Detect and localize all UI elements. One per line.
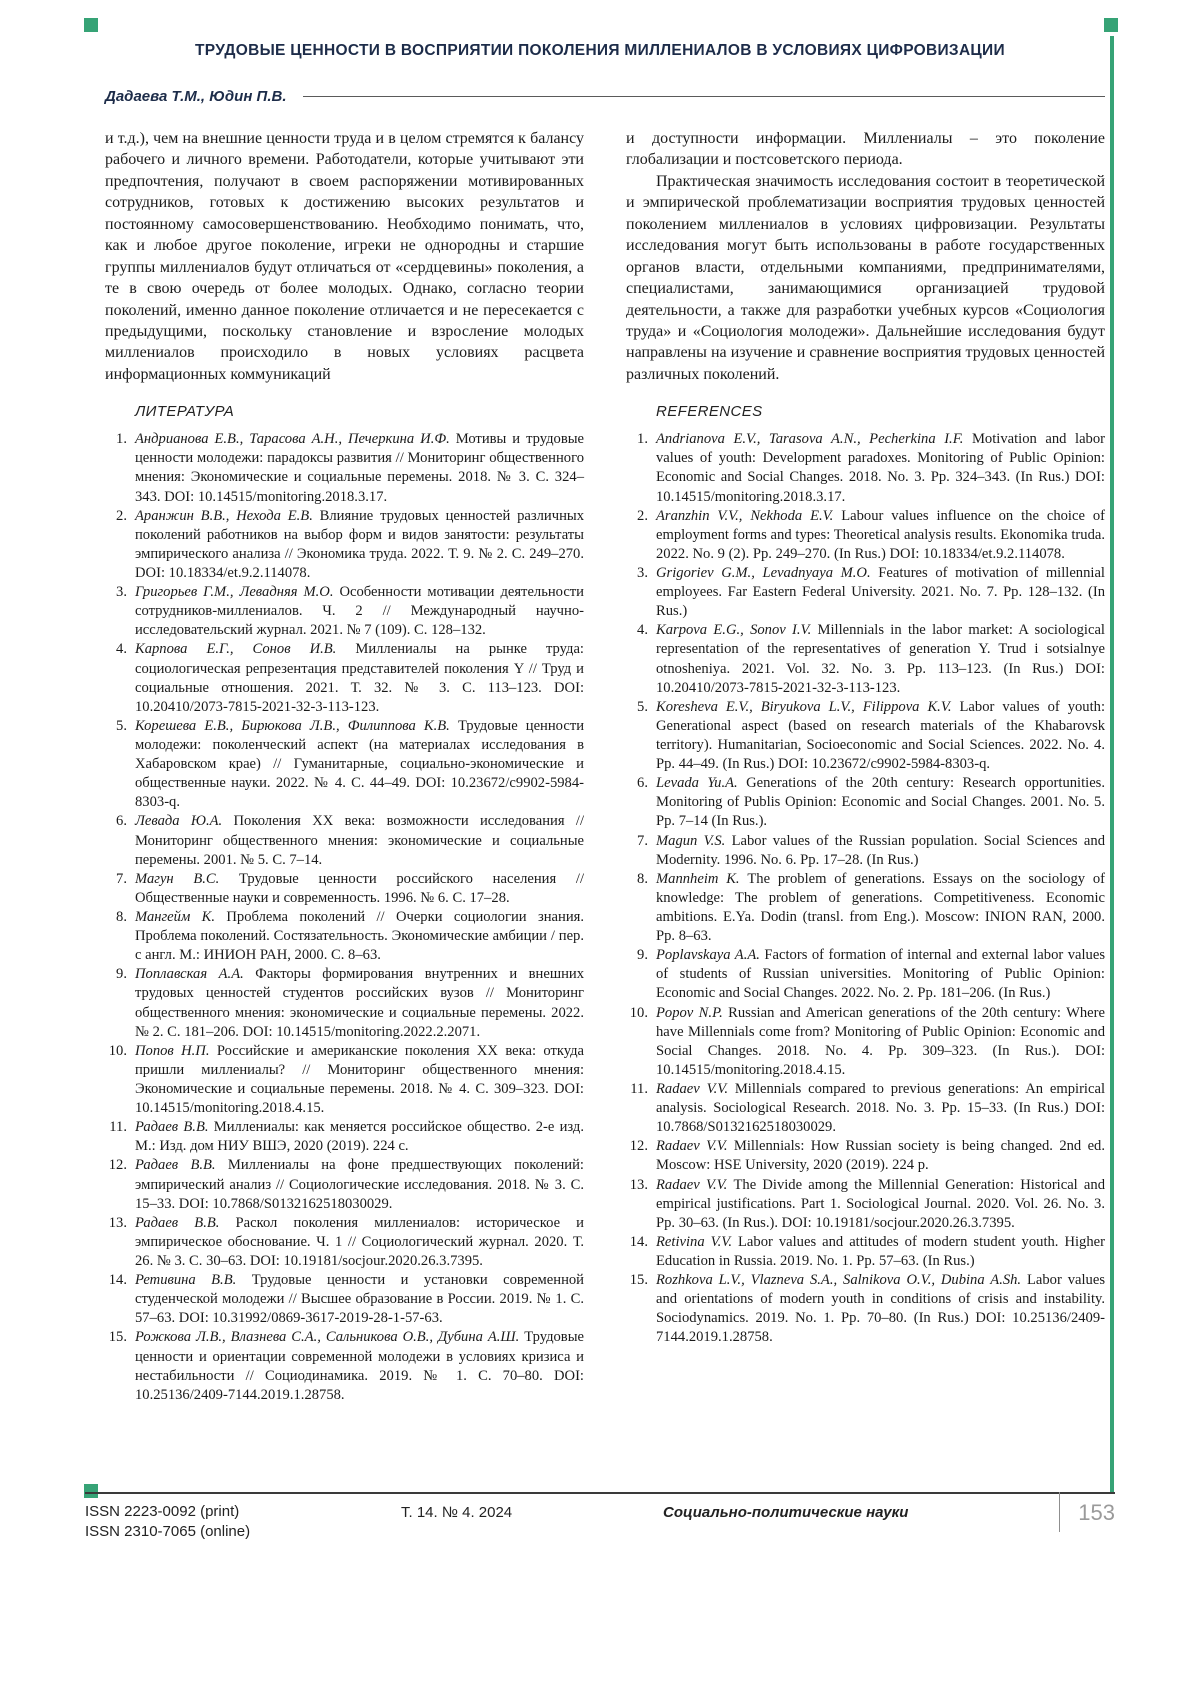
reference-number: 1.	[116, 431, 127, 448]
reference-text: Russian and American generations of the 20th century: Where have Millennials come from? Monitoring of Public Opinion: Economic and Social Changes. 2018. No. 4. Pp. 309–323. (In Rus.). DOI: 10.14515/monitoring.2018.4.15.	[656, 1004, 1105, 1078]
reference-authors: Rozhkova L.V., Vlazneva S.A., Salnikova O.V., Dubina A.Sh.	[656, 1272, 1027, 1289]
reference-item	[105, 1042, 584, 1118]
reference-authors: Магун В.С.	[135, 870, 240, 887]
authors-row	[105, 88, 1105, 105]
reference-authors: Levada Yu.A.	[656, 775, 747, 792]
reference-authors: Радаев В.В.	[135, 1214, 236, 1231]
literature-list	[105, 430, 584, 1405]
reference-item	[105, 1328, 584, 1404]
reference-authors: Попов Н.П.	[135, 1042, 217, 1059]
reference-text: Миллениалы на фоне предшествующих поколений: эмпирический анализ // Социологические исследования. 2018. № 3. С. 15–33. DOI: 10.7868/S0132162518030029.	[135, 1157, 584, 1212]
reference-authors: Ретивина В.В.	[135, 1272, 252, 1289]
reference-item	[626, 1233, 1105, 1271]
reference-item	[105, 908, 584, 965]
reference-item	[105, 1118, 584, 1156]
reference-item	[626, 1176, 1105, 1233]
reference-text: Millennials: How Russian society is being changed. 2nd ed. Moscow: HSE University, 2020 (2019). 224 p.	[656, 1138, 1105, 1174]
body-columns	[105, 128, 1105, 1405]
reference-text: Трудовые ценности российского населения // Общественные науки и современность. 1996. № 6. С. 17–28.	[135, 870, 584, 906]
reference-authors: Григорьев Г.М., Левадняя М.О.	[135, 584, 340, 601]
running-title: ТРУДОВЫЕ ЦЕННОСТИ В ВОСПРИЯТИИ ПОКОЛЕНИЯ МИЛЛЕНИАЛОВ В УСЛОВИЯХ ЦИФРОВИЗАЦИИ	[195, 42, 1005, 59]
reference-item	[105, 812, 584, 869]
footer-separator	[1059, 1492, 1060, 1532]
reference-text: Labor values of youth: Generational aspect (based on research materials of the Khabarovsk territory). Humanitarian, Socioeconomic and Social Sciences. 2022. No. 4. Pp. 44–49. (In Rus.) DOI: 10.23672/c9902-5984-8303-q.	[656, 698, 1106, 773]
issn-block	[85, 1502, 250, 1543]
reference-number: 6.	[637, 775, 648, 792]
authors: Дадаева Т.М., Юдин П.В.	[105, 88, 287, 105]
reference-number: 13.	[629, 1176, 648, 1193]
reference-text: Generations of the 20th century: Research opportunities. Monitoring of Publis Opinion: Economic and Social Changes. 2001. No. 5. Pp. 7–14 (In Rus.).	[656, 775, 1106, 830]
reference-text: Факторы формирования внутренних и внешних трудовых ценностей студентов российских вузов // Мониторинг общественного мнения: экономические и социальные перемены. 2022. № 2. С. 181–206. DOI: 10.14515/monitoring.2022.2.2071.	[135, 966, 584, 1040]
reference-item	[626, 1080, 1105, 1137]
page-number-block	[1059, 1502, 1115, 1532]
reference-text: The problem of generations. Essays on the sociology of knowledge: The problem of generations. Competitiveness. Economic ambitions. E.Ya. Dodin (transl. from Eng.). Moscow: INION RAN, 2000. Pp. 8–63.	[656, 870, 1105, 945]
reference-number: 12.	[629, 1138, 648, 1155]
reference-authors: Koresheva E.V., Biryukova L.V., Filippova K.V.	[656, 698, 960, 715]
reference-authors: Magun V.S.	[656, 832, 732, 849]
reference-authors: Andrianova E.V., Tarasova A.N., Pecherkina I.F.	[656, 431, 972, 448]
reference-item	[105, 1271, 584, 1328]
reference-item	[105, 640, 584, 716]
reference-authors: Андрианова Е.В., Тарасова А.Н., Печеркина И.Ф.	[135, 431, 456, 448]
reference-text: Labor values of the Russian population. Social Sciences and Modernity. 1996. No. 6. Pp. 17–28. (In Rus.)	[656, 832, 1105, 868]
reference-number: 8.	[116, 908, 127, 925]
reference-number: 4.	[116, 641, 127, 658]
reference-number: 2.	[116, 507, 127, 524]
reference-number: 12.	[108, 1157, 127, 1174]
reference-item	[105, 507, 584, 583]
reference-text: Millennials in the labor market: A sociological representation of the representatives of generation Y. Trud i sotsialnye otnosheniya. 2021. Vol. 32. No. 3. Pp. 113–123. (In Rus.) DOI: 10.20410/2073-7815-2021-32-3-113-123.	[656, 622, 1105, 696]
reference-item	[626, 430, 1105, 506]
right-accent-line	[1110, 36, 1114, 1492]
page-footer	[85, 1492, 1115, 1543]
journal-name: Социально-политические науки	[663, 1504, 909, 1521]
reference-number: 14.	[629, 1233, 648, 1250]
reference-text: Раскол поколения миллениалов: историческое и эмпирическое обоснование. Ч. 1 // Социологический журнал. 2020. Т. 26. № 3. С. 30–63. DOI: 10.19181/socjour.2020.26.3.7395.	[135, 1214, 584, 1269]
corner-accent-top-right	[1104, 18, 1118, 32]
reference-text: Миллениалы на рынке труда: социологическая репрезентация представителей поколения Y // Труд и социальные отношения. 2021. Т. 32. № 3. С. 113–123. DOI: 10.20410/2073-7815-2021-32-3-113-123.	[135, 641, 584, 715]
reference-number: 7.	[637, 832, 648, 849]
reference-number: 8.	[637, 870, 648, 887]
issn-print: ISSN 2223-0092 (print)	[85, 1503, 240, 1520]
reference-number: 11.	[109, 1119, 127, 1136]
reference-item	[626, 564, 1105, 621]
reference-item	[105, 870, 584, 908]
body-paragraph-right-2: Практическая значимость исследования состоит в теоретической и эмпирической проблематизации восприятия трудовых ценностей поколением миллениалов в условиях цифровизации. Результаты исследования могут быть использованы в работе государственных органов власти, отдельными компаниями, предпринимателями, специалистами, занимающимися организацией трудовой деятельности, а также для разработки учебных курсов «Социология труда» и «Социология молодежи». Дальнейшие исследования будут направлены на изучение и сравнение восприятия трудовых ценностей различных поколений.	[626, 172, 1105, 383]
reference-item	[626, 621, 1105, 697]
reference-item	[105, 965, 584, 1041]
reference-number: 1.	[637, 431, 648, 448]
authors-rule	[303, 96, 1105, 97]
reference-item	[626, 832, 1105, 870]
reference-number: 14.	[108, 1272, 127, 1289]
reference-authors: Mannheim K.	[656, 870, 748, 887]
page-number: 153	[1078, 1500, 1115, 1525]
reference-text: Features of motivation of millennial employees. Far Eastern Federal University. 2021. No. 7. Pp. 128–132. (In Rus.)	[656, 565, 1105, 620]
reference-text: Motivation and labor values of youth: Development paradoxes. Monitoring of Public Opinion: Economic and Social Changes. 2018. No. 3. Pp. 324–343. (In Rus.) DOI: 10.14515/monitoring.2018.3.17.	[656, 431, 1105, 505]
reference-text: Поколения XX века: возможности исследования // Мониторинг общественного мнения: экономические и социальные перемены. 2001. № 5. С. 7–14.	[135, 813, 584, 868]
reference-authors: Левада Ю.А.	[135, 813, 234, 830]
reference-number: 3.	[637, 565, 648, 582]
reference-number: 13.	[108, 1214, 127, 1231]
reference-authors: Karpova E.G., Sonov I.V.	[656, 622, 818, 639]
reference-text: Labor values and attitudes of modern student youth. Higher Education in Russia. 2019. No. 1. Pp. 57–63. (In Rus.)	[656, 1233, 1105, 1269]
reference-item	[105, 717, 584, 813]
left-column	[105, 128, 584, 1405]
reference-authors: Popov N.P.	[656, 1004, 729, 1021]
reference-authors: Поплавская А.А.	[135, 966, 256, 983]
reference-number: 10.	[108, 1042, 127, 1059]
reference-item	[105, 583, 584, 640]
reference-text: Millennials compared to previous generations: An empirical analysis. Sociological Research. 2018. No. 3. Pp. 15–33. (In Rus.) DOI: 10.7868/S0132162518030029.	[656, 1080, 1105, 1136]
reference-authors: Рожкова Л.В., Влазнева С.А., Сальникова О.В., Дубина А.Ш.	[135, 1329, 525, 1346]
reference-number: 9.	[637, 947, 648, 964]
reference-number: 5.	[637, 698, 648, 715]
references-heading: REFERENCES	[656, 403, 763, 421]
reference-item	[626, 698, 1105, 774]
reference-item	[626, 946, 1105, 1003]
reference-authors: Корешева Е.В., Бирюкова Л.В., Филиппова К.В.	[135, 717, 458, 734]
reference-text: Трудовые ценности молодежи: поколенческий аспект (на материалах исследования в Хабаровском крае) // Гуманитарные, социально-экономические и общественные науки. 2022. № 4. С. 44–49. DOI: 10.23672/c9902-5984-8303-q.	[135, 717, 585, 811]
reference-item	[105, 1156, 584, 1213]
reference-authors: Grigoriev G.M., Levadnyaya M.O.	[656, 565, 879, 582]
reference-authors: Retivina V.V.	[656, 1233, 738, 1250]
reference-text: Labor values and orientations of modern youth in conditions of crisis and instability. Sociodynamics. 2019. No. 1. Pp. 70–80. (In Rus.) DOI: 10.25136/2409-7144.2019.1.28758.	[656, 1272, 1106, 1346]
issn-online: ISSN 2310-7065 (online)	[85, 1523, 251, 1541]
reference-text: Factors of formation of internal and external labor values of students of Russian universities. Monitoring of Public Opinion: Economic and Social Changes. 2022. No. 2. Pp. 181–206. (In Rus.)	[656, 947, 1105, 1002]
reference-number: 7.	[116, 870, 127, 887]
reference-item	[626, 1004, 1105, 1080]
reference-text: Особенности мотивации деятельности сотрудников-миллениалов. Ч. 2 // Международный научно-исследовательский журнал. 2021. № 7 (109). С. 128–132.	[135, 584, 584, 639]
reference-number: 3.	[116, 584, 127, 601]
reference-authors: Радаев В.В.	[135, 1119, 214, 1136]
reference-number: 2.	[637, 507, 648, 524]
reference-item	[626, 870, 1105, 946]
reference-text: Трудовые ценности и ориентации современной молодежи в условиях кризиса и нестабильности // Социодинамика. 2019. № 1. С. 70–80. DOI: 10.25136/2409-7144.2019.1.28758.	[135, 1329, 584, 1403]
reference-authors: Радаев В.В.	[135, 1157, 228, 1174]
corner-accent-top-left	[84, 18, 98, 32]
reference-authors: Аранжин В.В., Нехода Е.В.	[135, 507, 320, 524]
reference-item	[105, 1214, 584, 1271]
volume-issue: Т. 14. № 4. 2024	[400, 1504, 513, 1521]
reference-item	[105, 430, 584, 506]
body-paragraph-left: и т.д.), чем на внешние ценности труда и в целом стремятся к балансу рабочего и личного времени. Работодатели, которые учитывают эти предпочтения, получают в своем распоряжении мотивированных сотрудников, готовых к достижению высоких результатов и постоянному самосовершенствованию. Необходимо понимать, что, как и любое другое поколение, игреки не однородны и старшие группы миллениалов будут отличаться от «сердцевины» поколения, а те в свою очередь от более молодых. Однако, согласно теории поколений, именно данное поколение отличается и не пересекается с предыдущими, поскольку становление и взросление молодых миллениалов происходило в новых условиях расцвета информационных коммуникаций	[105, 130, 584, 383]
reference-authors: Карпова Е.Г., Сонов И.В.	[135, 641, 356, 658]
reference-number: 4.	[637, 622, 648, 639]
reference-text: Мотивы и трудовые ценности молодежи: парадоксы развития // Мониторинг общественного мнения: Экономические и социальные перемены. 2018. № 3. С. 324–343. DOI: 10.14515/monitoring.2018.3.17.	[135, 431, 585, 505]
reference-text: Влияние трудовых ценностей различных поколений работников на выбор форм и видов занятости: результаты эмпирического анализа // Экономика труда. 2022. Т. 9. № 2. С. 249–270. DOI: 10.18334/et.9.2.114078.	[135, 507, 584, 582]
reference-item	[626, 1271, 1105, 1347]
reference-authors: Aranzhin V.V., Nekhoda E.V.	[656, 507, 842, 524]
reference-authors: Radaev V.V.	[656, 1176, 734, 1193]
reference-authors: Radaev V.V.	[656, 1080, 735, 1097]
reference-number: 5.	[116, 717, 127, 734]
reference-number: 9.	[116, 966, 127, 983]
reference-authors: Мангейм К.	[135, 908, 227, 925]
references-list	[626, 430, 1105, 1347]
reference-text: Миллениалы: как меняется российское общество. 2-е изд. М.: Изд. дом НИУ ВШЭ, 2020 (2019). 224 с.	[135, 1119, 584, 1155]
reference-number: 15.	[108, 1329, 127, 1346]
reference-text: Российские и американские поколения XX века: откуда пришли миллениалы? // Мониторинг общественного мнения: Экономические и социальные перемены. 2018. № 4. С. 309–323. DOI: 10.14515/monitoring.2018.4.15.	[135, 1042, 585, 1117]
reference-text: Проблема поколений // Очерки социологии знания. Проблема поколений. Состязательность. Экономические амбиции / пер. с англ. М.: ИНИОН РАН, 2000. С. 8–63.	[135, 908, 584, 964]
reference-text: Трудовые ценности и установки современной студенческой молодежи // Высшее образование в России. 2019. № 1. С. 57–63. DOI: 10.31992/0869-3617-2019-28-1-57-63.	[135, 1272, 584, 1327]
reference-text: The Divide among the Millennial Generation: Historical and empirical justifications. Part 1. Sociological Journal. 2020. Vol. 26. No. 3. Pp. 30–63. (In Rus.). DOI: 10.19181/socjour.2020.26.3.7395.	[656, 1176, 1105, 1231]
reference-item	[626, 1137, 1105, 1175]
reference-text: Labour values influence on the choice of employment forms and types: Theoretical analysis results. Ekonomika truda. 2022. No. 9 (2). Pp. 249–270. (In Rus.) DOI: 10.18334/et.9.2.114078.	[656, 507, 1105, 562]
reference-number: 6.	[116, 813, 127, 830]
reference-item	[626, 774, 1105, 831]
reference-authors: Poplavskaya A.A.	[656, 947, 765, 964]
reference-number: 15.	[629, 1272, 648, 1289]
body-paragraph-right-1: и доступности информации. Миллениалы – это поколение глобализации и постсоветского периода.	[626, 130, 1105, 169]
reference-number: 10.	[629, 1004, 648, 1021]
reference-authors: Radaev V.V.	[656, 1138, 734, 1155]
literature-heading: ЛИТЕРАТУРА	[135, 403, 235, 421]
right-column	[626, 128, 1105, 1405]
reference-item	[626, 507, 1105, 564]
reference-number: 11.	[630, 1080, 648, 1097]
